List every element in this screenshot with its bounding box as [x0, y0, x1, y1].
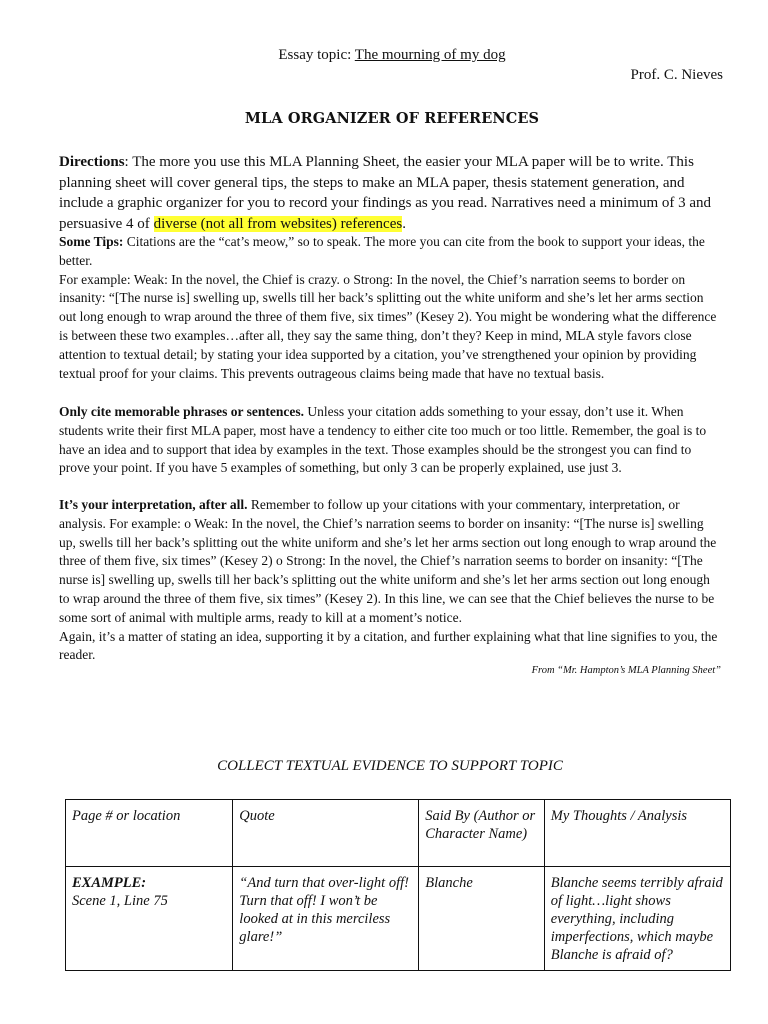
- directions-label: Directions: [59, 154, 125, 170]
- example-analysis: Blanche seems terribly afraid of light…light shows everything, including imperfections, which maybe Blanche is afraid of?: [544, 867, 730, 971]
- interpretation-paragraph: [59, 496, 723, 628]
- memorable-text: Unless your citation adds something to your essay, don’t use it. When students write their first MLA paper, most have a tendency to either cite too much or too little. Remember, the goal is to have an idea and to support that idea by examples in the text. Those examples should be the strongest you can find to prove your point. If you have 5 examples of something, but only 3 can be properly explained, use just 3.: [59, 404, 707, 476]
- example-location-cell: [66, 867, 233, 971]
- example-label: EXAMPLE:: [72, 875, 147, 891]
- directions-end: .: [402, 215, 406, 232]
- header-thoughts: My Thoughts / Analysis: [544, 800, 730, 867]
- interpretation-text: Remember to follow up your citations with your commentary, interpretation, or analysis. For example: o Weak: In the novel, the Chief’s narration seems to border on insanity: “[The nurse is] swelling up, swells till her back’s splitting out the white uniform and she’s let her arms section out long enough to wrap around the three of them five, six times” (Kesey 2) o Strong: In the novel, the Chief’s narration seems to border on insanity: “[The nurse is] swelling up, swells till her back’s splitting out the white uniform and she’s let her arms section out long enough to wrap around the three of them five, six times” (Kesey 2). In this line, we can see that the Chief believes the nurse to be some sort of animal with multiple arms, ready to kill at a moment’s notice.: [59, 497, 717, 625]
- memorable-section: [59, 403, 723, 478]
- tips-text: Citations are the “cat’s meow,” so to speak. The more you can cite from the book to support your ideas, the better.: [59, 234, 705, 268]
- example-said-by: Blanche: [419, 867, 545, 971]
- tips-paragraph: [59, 233, 723, 271]
- directions-paragraph: [59, 152, 723, 234]
- evidence-table: [65, 799, 731, 971]
- professor-name: Prof. C. Nieves: [630, 67, 723, 83]
- header-quote: Quote: [233, 800, 419, 867]
- tips-example: For example: Weak: In the novel, the Chief is crazy. o Strong: In the novel, the Chief’s narration seems to border on insanity: “[The nurse is] swelling up, swells till her back’s splitting out the white uniform and she’s let her arms section out long enough to wrap around the three of them five, six times” (Kesey 2). You might be wondering what the difference is between these two examples…after all, they say the same thing, don’t they? Keep in mind, MLA style favors close attention to textual detail; by stating your idea supported by a citation, you’ve strengthened your opinion by providing textual proof for your claims. This prevents outrageous claims being made that have no textual basis.: [59, 271, 717, 381]
- page-title: MLA ORGANIZER OF REFERENCES: [244, 110, 540, 127]
- collect-heading: COLLECT TEXTUAL EVIDENCE TO SUPPORT TOPIC: [217, 758, 563, 774]
- header-said-by: Said By (Author or Character Name): [419, 800, 545, 867]
- example-location: Scene 1, Line 75: [72, 893, 168, 909]
- essay-topic: [0, 47, 768, 64]
- tips-label: Some Tips:: [59, 234, 124, 249]
- interpretation-label: It’s your interpretation, after all.: [59, 497, 248, 512]
- directions-text: : The more you use this MLA Planning Sheet, the easier your MLA paper will be to write. This planning sheet will cover general tips, the steps to make an MLA paper, thesis statement generation, and include a graphic organizer for you to record your findings as you read. Narratives need a minimum of 3 and persuasive 4 of: [59, 154, 712, 232]
- table-row: [66, 867, 731, 971]
- essay-topic-label: Essay topic:: [278, 47, 355, 63]
- header-page-location: Page # or location: [66, 800, 233, 867]
- interpretation-again: Again, it’s a matter of stating an idea, supporting it by a citation, and further explaining what that line signifies to you, the reader.: [59, 628, 718, 663]
- essay-topic-value: The mourning of my dog: [354, 47, 506, 63]
- tips-section: [59, 233, 723, 383]
- example-quote: “And turn that over-light off! Turn that off! I won’t be looked at in this merciless glare!”: [233, 867, 419, 971]
- table-header-row: [66, 800, 731, 867]
- directions-highlight: diverse (not all from websites) references: [153, 215, 403, 232]
- attribution: From “Mr. Hampton’s MLA Planning Sheet”: [531, 665, 721, 676]
- interpretation-section: [59, 496, 723, 665]
- memorable-label: Only cite memorable phrases or sentences.: [59, 404, 304, 419]
